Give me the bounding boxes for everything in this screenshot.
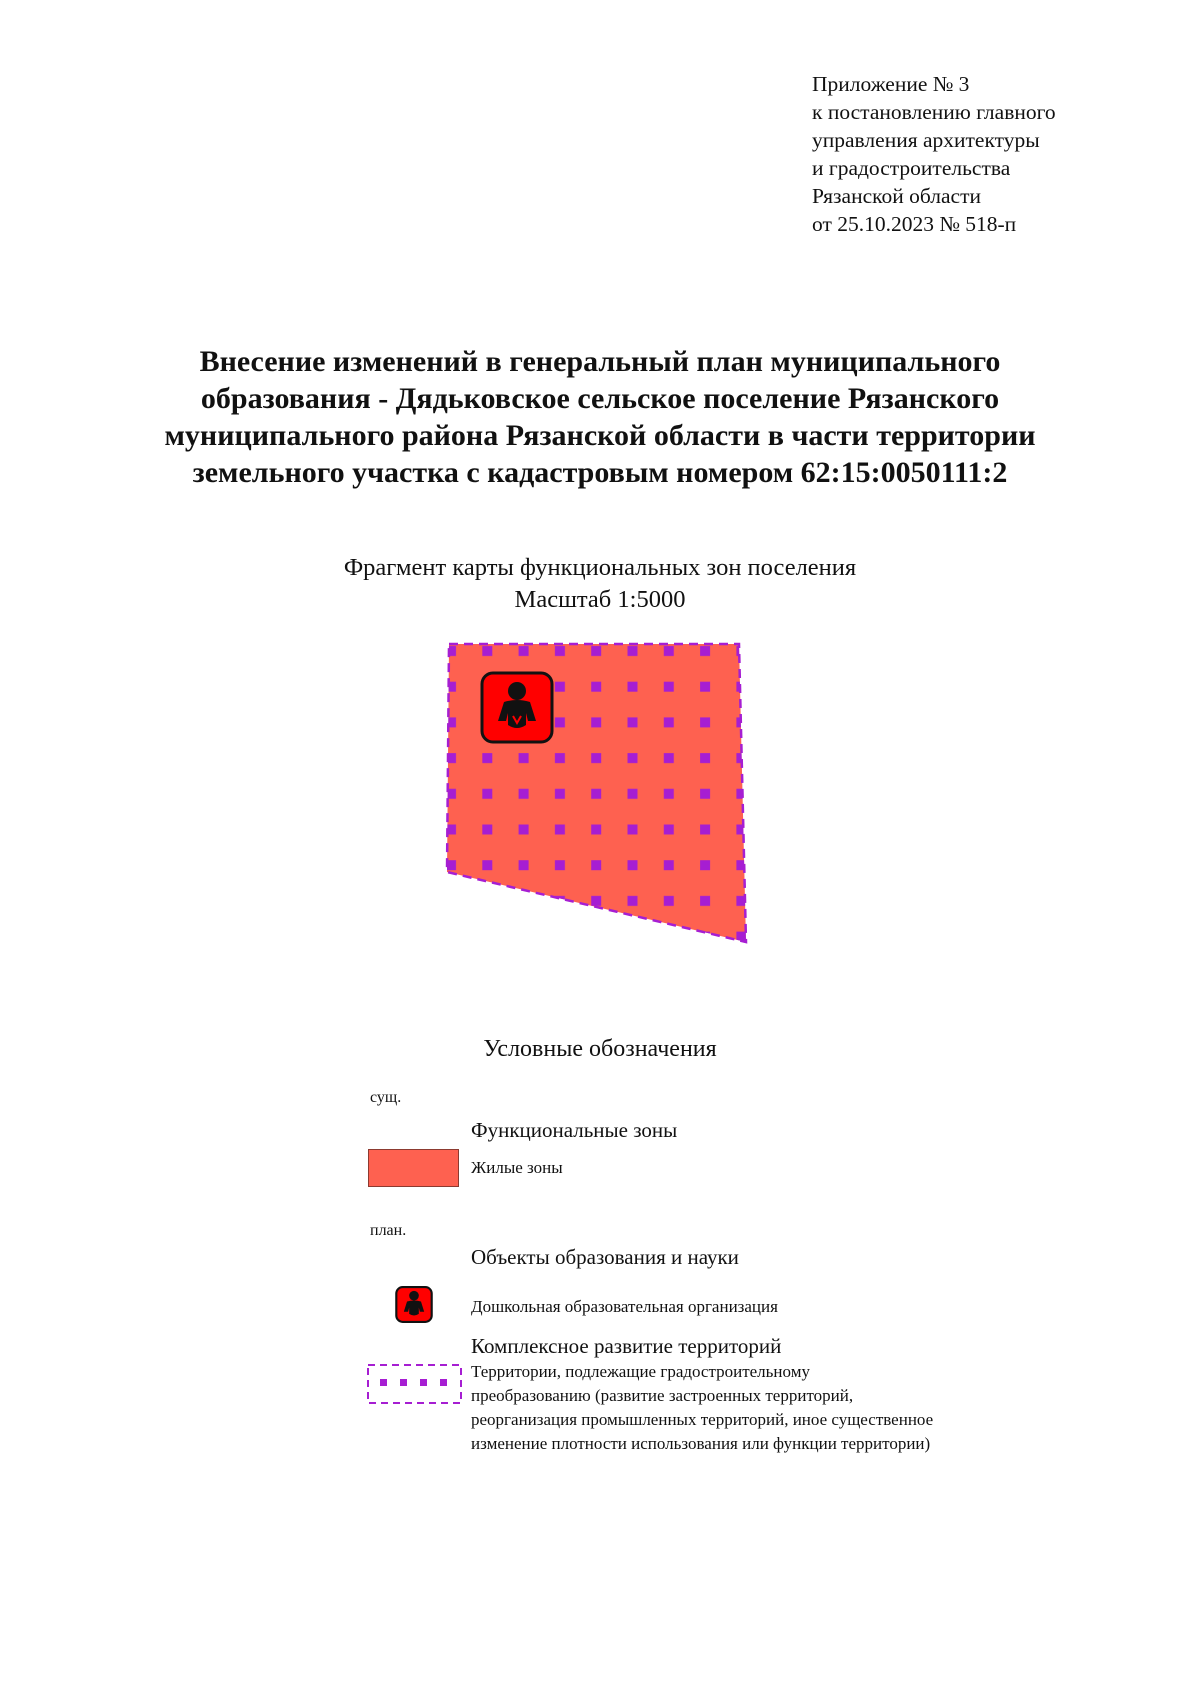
preschool-icon-legend xyxy=(395,1286,433,1323)
crt-heading: Комплексное развитие территорий xyxy=(471,1334,782,1358)
appendix-block xyxy=(812,70,1172,238)
crt-swatch xyxy=(367,1364,462,1404)
appendix-line: к постановлению главного xyxy=(812,100,1056,124)
document-title xyxy=(100,343,1100,491)
preschool-icon xyxy=(482,673,552,742)
map-caption-line: Фрагмент карты функциональных зон поселения xyxy=(343,554,857,581)
education-heading: Объекты образования и науки xyxy=(471,1245,739,1269)
crt-description xyxy=(471,1360,933,1456)
appendix-line: Рязанской области xyxy=(812,184,981,208)
title-line: земельного участка с кадастровым номером 62:15:0050111:2 xyxy=(192,456,1008,489)
functional-zones-heading: Функциональные зоны xyxy=(471,1118,678,1142)
planned-label: план. xyxy=(370,1222,407,1239)
residential-zone-swatch xyxy=(368,1149,459,1187)
crt-line: преобразованию (развитие застроенных территорий, xyxy=(471,1386,854,1405)
title-line: муниципального района Рязанской области в части территории xyxy=(164,419,1036,452)
appendix-line: от 25.10.2023 № 518-п xyxy=(812,212,1017,236)
legend-title: Условные обозначения xyxy=(483,1036,717,1062)
existing-label: сущ. xyxy=(370,1089,402,1106)
appendix-line: и градостроительства xyxy=(812,156,1011,180)
title-line: Внесение изменений в генеральный план муниципального xyxy=(199,345,1001,378)
title-line: образования - Дядьковское сельское поселение Рязанского xyxy=(200,382,1000,415)
map-caption xyxy=(200,552,1000,616)
map-scale: Масштаб 1:5000 xyxy=(514,586,686,613)
appendix-line: Приложение № 3 xyxy=(812,72,970,96)
crt-line: реорганизация промышленных территорий, иное существенное xyxy=(471,1410,934,1429)
crt-line: Территории, подлежащие градостроительному xyxy=(471,1362,810,1381)
appendix-line: управления архитектуры xyxy=(812,128,1040,152)
residential-zone-label: Жилые зоны xyxy=(471,1158,563,1177)
preschool-label: Дошкольная образовательная организация xyxy=(471,1297,778,1316)
crt-line: изменение плотности использования или функции территории) xyxy=(471,1434,931,1453)
map-fragment xyxy=(430,630,760,950)
